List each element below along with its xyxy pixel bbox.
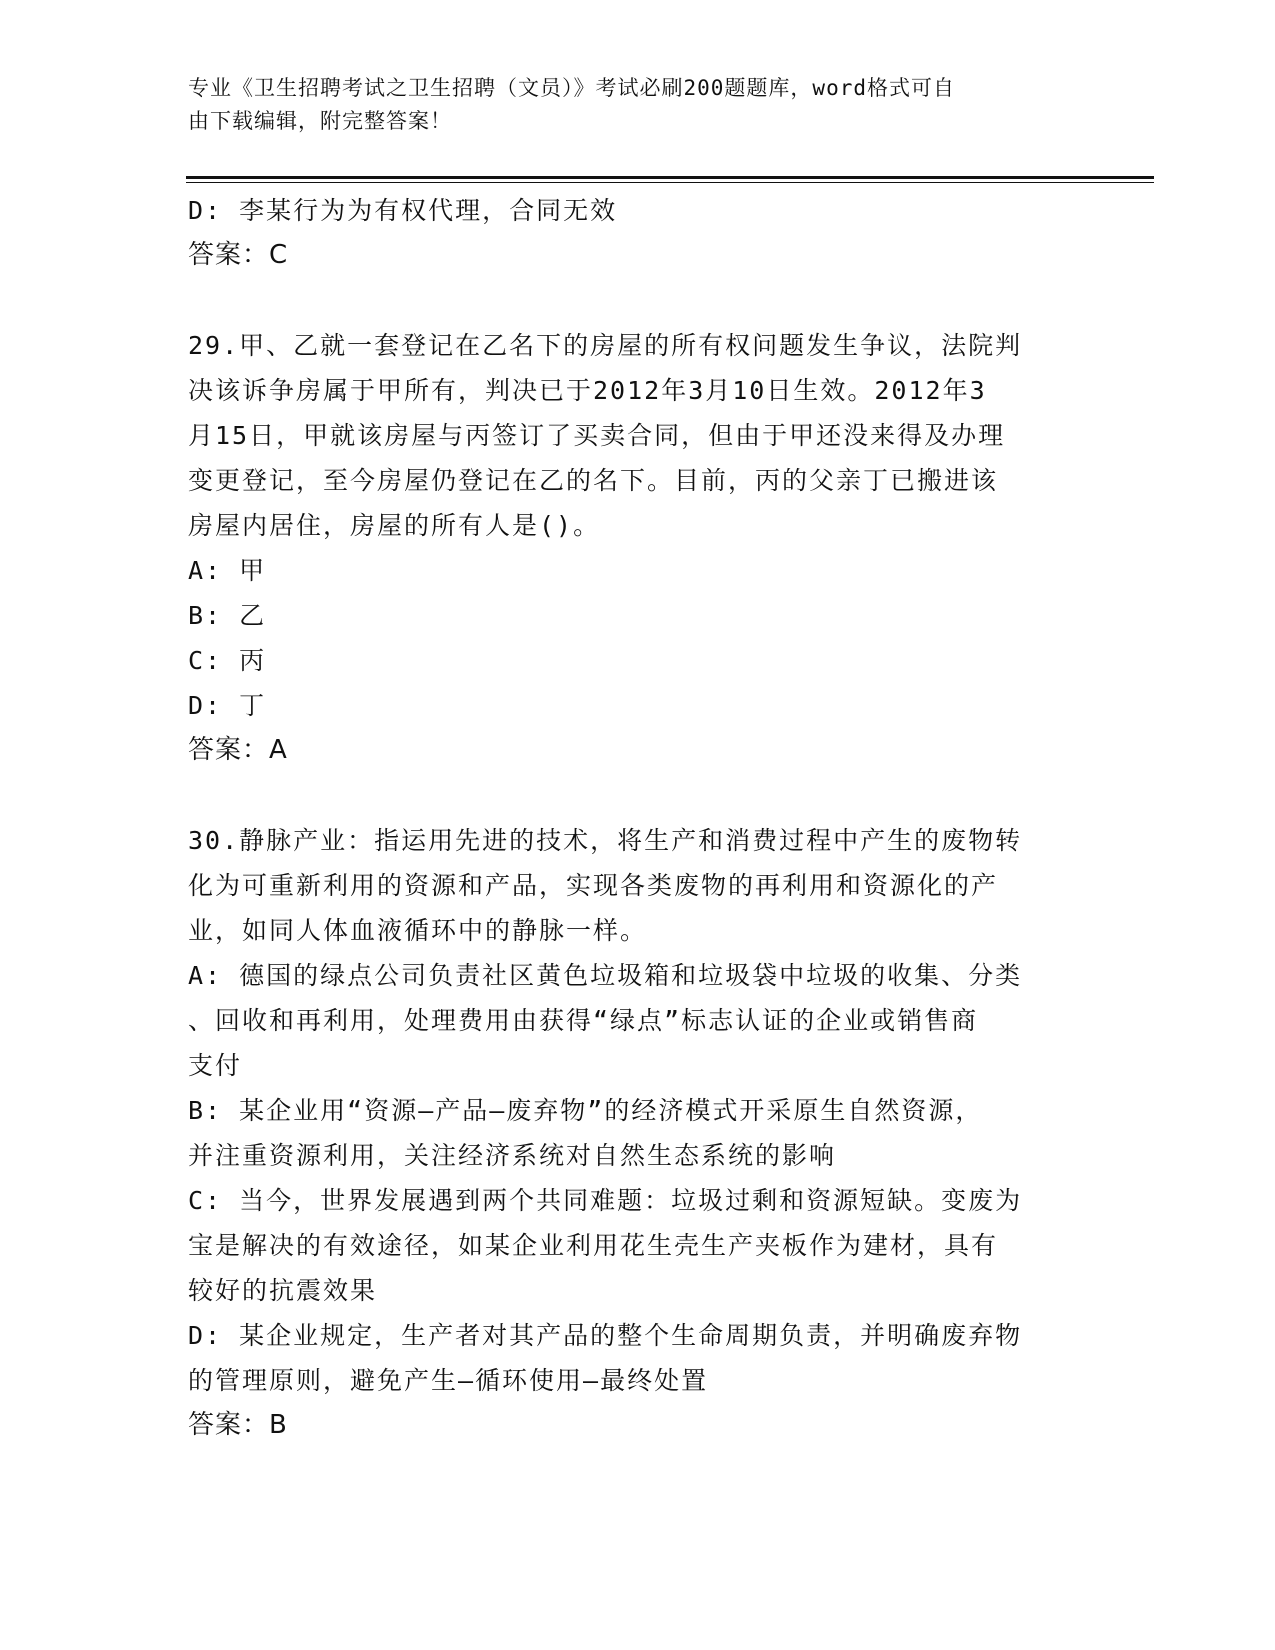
option-d-line: D: 某企业规定，生产者对其产品的整个生命周期负责，并明确废弃物 bbox=[188, 1321, 1023, 1350]
option-d: D: 李某行为为有权代理，合同无效 bbox=[188, 196, 618, 225]
option-a-line: 、回收和再利用，处理费用由获得“绿点”标志认证的企业或销售商 bbox=[188, 1006, 979, 1035]
question-text-line: 业，如同人体血液循环中的静脉一样。 bbox=[188, 916, 648, 945]
option-b: B: 乙 bbox=[188, 601, 267, 630]
option-c: C: 丙 bbox=[188, 646, 267, 675]
option-d-line: 的管理原则，避免产生—循环使用—最终处置 bbox=[188, 1366, 709, 1395]
question-content bbox=[188, 188, 1068, 1448]
question-29 bbox=[188, 323, 1068, 773]
header-line-2: 由下载编辑，附完整答案！ bbox=[188, 109, 452, 133]
option-c-line: 较好的抗震效果 bbox=[188, 1276, 378, 1305]
header-line-1: 专业《卫生招聘考试之卫生招聘（文员）》考试必刷200题题库，word格式可自 bbox=[188, 76, 955, 100]
question-text-line: 房屋内居住，房屋的所有人是()。 bbox=[188, 511, 601, 540]
option-a-line: 支付 bbox=[188, 1051, 243, 1080]
answer: 答案：C bbox=[188, 240, 289, 270]
option-b-line: B: 某企业用“资源—产品—废弃物”的经济模式开采原生自然资源， bbox=[188, 1096, 983, 1125]
question-30 bbox=[188, 818, 1068, 1448]
question-text-line: 月15日，甲就该房屋与丙签订了买卖合同，但由于甲还没来得及办理 bbox=[188, 421, 1006, 450]
question-text-line: 29.甲、乙就一套登记在乙名下的房屋的所有权问题发生争议，法院判 bbox=[188, 331, 1023, 360]
answer: 答案：B bbox=[188, 1410, 288, 1440]
option-a-line: A: 德国的绿点公司负责社区黄色垃圾箱和垃圾袋中垃圾的收集、分类 bbox=[188, 961, 1023, 990]
question-text-line: 决该诉争房属于甲所有，判决已于2012年3月10日生效。2012年3 bbox=[188, 376, 987, 405]
prev-question bbox=[188, 188, 1068, 278]
spacer bbox=[188, 278, 1068, 323]
spacer bbox=[188, 773, 1068, 818]
header-rule-thick bbox=[186, 176, 1154, 179]
option-b-line: 并注重资源利用，关注经济系统对自然生态系统的影响 bbox=[188, 1141, 837, 1170]
option-d: D: 丁 bbox=[188, 691, 267, 720]
answer: 答案：A bbox=[188, 735, 288, 765]
header-rule-thin bbox=[186, 182, 1154, 183]
question-text-line: 变更登记，至今房屋仍登记在乙的名下。目前，丙的父亲丁已搬进该 bbox=[188, 466, 999, 495]
option-c-line: C: 当今，世界发展遇到两个共同难题：垃圾过剩和资源短缺。变废为 bbox=[188, 1186, 1023, 1215]
page-header bbox=[188, 72, 1078, 138]
question-text-line: 30.静脉产业：指运用先进的技术，将生产和消费过程中产生的废物转 bbox=[188, 826, 1023, 855]
question-text-line: 化为可重新利用的资源和产品，实现各类废物的再利用和资源化的产 bbox=[188, 871, 999, 900]
option-c-line: 宝是解决的有效途径，如某企业利用花生壳生产夹板作为建材，具有 bbox=[188, 1231, 999, 1260]
option-a: A: 甲 bbox=[188, 556, 267, 585]
